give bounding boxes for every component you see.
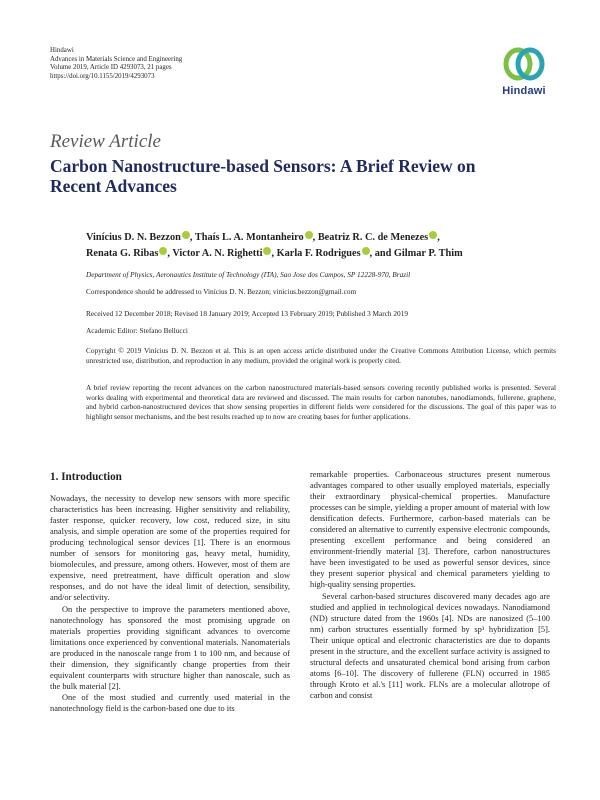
author-name: Beatriz R. C. de Menezes [317,232,429,243]
author-name: Renata G. Ribas [86,248,159,259]
orcid-icon[interactable] [159,247,167,255]
paragraph: Nowadays, the necessity to develop new sensors with more specific characteristics has been increasing. Higher sensitivity and reliability, faster response, quicker recovery, low cost, reduced size, in situ analysis, and simple operation are some of the properties required for producing technological sensor devices [1]. There is an enormous number of sensors for monitoring gas, heavy metal, humidity, biomolecules, and pressure, among others. However, most of them are expensive, need pretreatment, have difficult operation and slow responses, and do not have the ideal limit of detection, sensibility, and/or selectivity. [50,494,290,603]
author-name: and Gilmar P. Thim [374,248,463,259]
body-column-left [50,458,290,714]
hindawi-wordmark: Hindawi [502,85,546,97]
orcid-icon[interactable] [305,231,313,239]
journal-header [50,47,182,81]
author-name: Vinícius D. N. Bezzon [86,232,181,243]
body-column-right [310,469,550,701]
paragraph: On the perspective to improve the parameters mentioned above, nanotechnology has sponsored the most promising upgrade on materials properties providing significant advances to overcome limitations once experienced by conventional materials. Nanomaterials are produced in the nanoscale range from 1 to 100 nm, and because of their dimension, they significantly change properties from their equivalent counterparts with structure higher than nanoscale, such as the bulk material [2]. [50,604,290,691]
orcid-icon[interactable] [182,231,190,239]
article-type: Review Article [50,131,161,152]
hindawi-logo [496,44,552,106]
publication-dates: Received 12 December 2018; Revised 18 January 2019; Accepted 13 February 2019; Published 3 March 2019 [86,309,408,318]
doi-link[interactable]: https://doi.org/10.1155/2019/4293073 [50,72,155,80]
section-heading: 1. Introduction [50,471,122,483]
volume-line: Volume 2019, Article ID 4293073, 21 pages [50,64,172,72]
article-title: Carbon Nanostructure-based Sensors: A Brief Review on Recent Advances [50,156,476,196]
affiliation: Department of Physics, Aeronautics Institute of Technology (ITA), Sao Jose dos Campos, SP 12228-970, Brazil [86,270,411,279]
correspondence: Correspondence should be addressed to Vinícius D. N. Bezzon; vinicius.bezzon@gmail.com [86,287,357,296]
paragraph: Several carbon-based structures discovered many decades ago are studied and applied in technological devices nowadays. Nanodiamond (ND) structure dated from the 1960s [4]. NDs are nanosized (5–100 nm) carbon structures essentially formed by sp³ hybridization [5]. Their unique optical and electronic characteristics are due to dopants present in the structure, and the excellent surface activity is assigned to structural defects and unsaturated chemical bond arising from carbon atoms [6–10]. The discovery of fullerene (FLN) occurred in 1985 through Kroto et al.'s [11] work. FLNs are a molecular allotrope of carbon and consist [310,591,550,700]
author-name: Victor A. N. Righetti [172,248,263,259]
academic-editor: Academic Editor: Stefano Bellucci [86,326,188,335]
author-name: Karla F. Rodrigues [276,248,361,259]
orcid-icon[interactable] [263,247,271,255]
author-name: Thaís L. A. Montanheiro [194,232,304,243]
hindawi-rings-icon [502,44,546,84]
publisher-name: Hindawi [50,47,74,54]
copyright-notice: Copyright © 2019 Vinícius D. N. Bezzon et al. This is an open access article distributed under the Creative Commons Attribution License, which permits unrestricted use, distribution, and reproduction in any medium, provided the original work is properly cited. [86,346,556,365]
author-list: Vinícius D. N. Bezzon , Thaís L. A. Montanheiro , Beatriz R. C. de Menezes , Renata G. Ribas , Victor A. N. Righetti , Karla F. Rodrigues , and Gilmar P. Thim [86,232,463,259]
abstract: A brief review reporting the recent advances on the carbon nanostructured materials-based sensors covering recently published works is presented. Several works dealing with experimental and theoretical data are reviewed and discussed. The main results for carbon nanotubes, nanodiamonds, fullerene, graphene, and hybrid carbon-nanostructured devices that show sensing properties in different fields were considered for the discussions. The goal of this paper was to highlight sensor mechanisms, and the best results reached up to now are creating bases for further applications. [86,383,556,421]
orcid-icon[interactable] [429,231,437,239]
paragraph: remarkable properties. Carbonaceous structures present numerous advantages compared to other usually employed materials, especially their extraordinary physical-chemical properties. Manufacture processes can be simple, yielding a proper amount of material with low densification defects. Furthermore, carbon-based materials can be considered an alternative to currently expensive electronic compounds, presenting excellent performance and being considered an environment-friendly material [3]. Therefore, carbon nanostructures have been investigated to be used as powerful sensor devices, since they present superior physical and chemical parameters yielding to high-quality sensing properties. [310,470,550,590]
journal-name: Advances in Materials Science and Engineering [50,55,183,63]
paragraph: One of the most studied and currently used material in the nanotechnology field is the carbon-based one due to its [50,692,290,713]
orcid-icon[interactable] [362,247,370,255]
